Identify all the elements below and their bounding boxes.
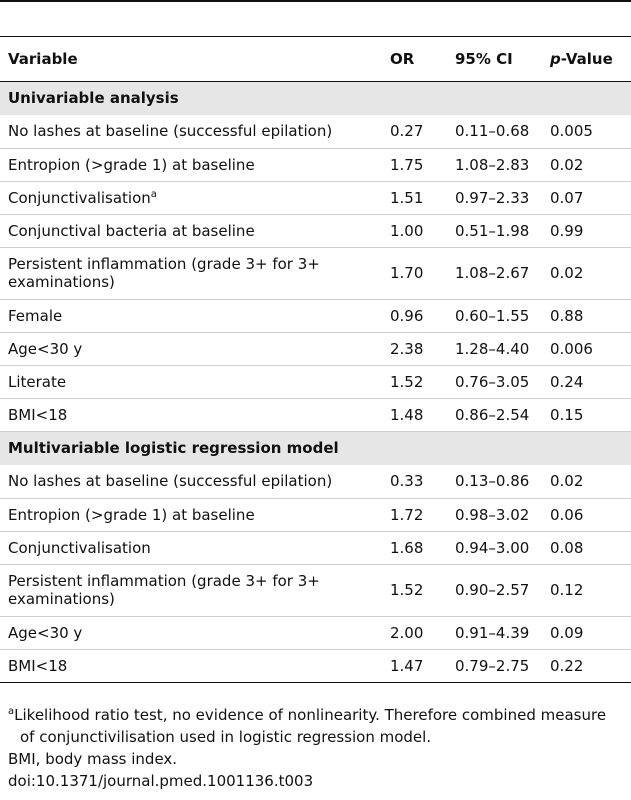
section-title: Multivariable logistic regression model <box>0 431 631 465</box>
ci-cell: 1.08–2.83 <box>447 148 542 181</box>
variable-cell <box>0 214 382 247</box>
p-value-cell: 0.24 <box>542 365 631 398</box>
table-row <box>0 616 631 649</box>
section-title: Univariable analysis <box>0 81 631 115</box>
table-footer <box>0 704 631 792</box>
variable-label: No lashes at baseline (successful epilation) <box>8 122 333 141</box>
section-header-row <box>0 431 631 465</box>
variable-cell <box>0 181 382 214</box>
or-cell: 0.96 <box>382 299 447 332</box>
p-value-cell: 0.99 <box>542 214 631 247</box>
or-cell: 1.68 <box>382 531 447 564</box>
variable-label: Literate <box>8 372 67 391</box>
p-value-cell: 0.02 <box>542 148 631 181</box>
p-value-cell: 0.08 <box>542 531 631 564</box>
table-row <box>0 148 631 181</box>
header-ci: 95% CI <box>447 37 542 81</box>
footnote-a <box>8 704 631 726</box>
header-p-italic: p <box>550 49 561 68</box>
header-row <box>0 37 631 81</box>
table-row <box>0 531 631 564</box>
table-row <box>0 299 631 332</box>
table-row <box>0 332 631 365</box>
table-row <box>0 365 631 398</box>
ci-cell: 0.60–1.55 <box>447 299 542 332</box>
ci-cell: 0.13–0.86 <box>447 465 542 498</box>
footnote-abbreviations: BMI, body mass index. <box>8 750 178 768</box>
or-cell: 1.00 <box>382 214 447 247</box>
variable-cell <box>0 616 382 649</box>
p-value-cell: 0.02 <box>542 247 631 299</box>
variable-label: Entropion (>grade 1) at baseline <box>8 155 255 174</box>
table-row <box>0 649 631 682</box>
table-row <box>0 465 631 498</box>
ci-cell: 0.91–4.39 <box>447 616 542 649</box>
p-value-cell: 0.07 <box>542 181 631 214</box>
variable-cell <box>0 649 382 682</box>
ci-cell: 1.08–2.67 <box>447 247 542 299</box>
variable-cell <box>0 531 382 564</box>
ci-cell: 0.79–2.75 <box>447 649 542 682</box>
p-value-cell: 0.02 <box>542 465 631 498</box>
or-cell: 1.70 <box>382 247 447 299</box>
table-row <box>0 247 631 299</box>
variable-label: Conjunctival bacteria at baseline <box>8 221 255 240</box>
ci-cell: 1.28–4.40 <box>447 332 542 365</box>
header-p-value <box>542 37 631 81</box>
title-band <box>0 2 631 36</box>
p-value-cell: 0.88 <box>542 299 631 332</box>
footnote-a-line1: Likelihood ratio test, no evidence of nonlinearity. Therefore combined measure <box>14 706 607 724</box>
table-row <box>0 181 631 214</box>
table-body <box>0 81 631 682</box>
or-cell: 1.51 <box>382 181 447 214</box>
doi-text: doi:10.1371/journal.pmed.1001136.t003 <box>8 772 314 790</box>
or-cell: 1.47 <box>382 649 447 682</box>
variable-cell <box>0 465 382 498</box>
table-row <box>0 398 631 431</box>
variable-label: BMI<18 <box>8 405 68 424</box>
table-row <box>0 214 631 247</box>
or-cell: 0.27 <box>382 115 447 148</box>
variable-cell <box>0 564 382 616</box>
table-row <box>0 498 631 531</box>
footnote-a-continued: of conjunctivilisation used in logistic regression model. <box>20 728 432 746</box>
or-cell: 2.38 <box>382 332 447 365</box>
p-value-cell: 0.15 <box>542 398 631 431</box>
variable-cell <box>0 332 382 365</box>
p-value-cell: 0.005 <box>542 115 631 148</box>
variable-cell <box>0 498 382 531</box>
ci-cell: 0.97–2.33 <box>447 181 542 214</box>
variable-cell <box>0 365 382 398</box>
table-row <box>0 115 631 148</box>
p-value-cell: 0.006 <box>542 332 631 365</box>
variable-label: Female <box>8 306 63 325</box>
variable-cell <box>0 148 382 181</box>
footnote-marker: a <box>150 188 157 200</box>
ci-cell: 0.51–1.98 <box>447 214 542 247</box>
or-cell: 1.52 <box>382 365 447 398</box>
header-p-rest: -Value <box>560 49 613 68</box>
variable-label: Age<30 y <box>8 623 83 642</box>
table-row <box>0 564 631 616</box>
variable-label: Persistent inflammation (grade 3+ for 3+ examinations) <box>8 255 320 291</box>
variable-label: Entropion (>grade 1) at baseline <box>8 505 255 524</box>
ci-cell: 0.98–3.02 <box>447 498 542 531</box>
p-value-cell: 0.22 <box>542 649 631 682</box>
ci-cell: 0.94–3.00 <box>447 531 542 564</box>
variable-cell <box>0 247 382 299</box>
or-cell: 2.00 <box>382 616 447 649</box>
variable-cell <box>0 398 382 431</box>
or-cell: 1.72 <box>382 498 447 531</box>
variable-label: Age<30 y <box>8 339 83 358</box>
or-cell: 0.33 <box>382 465 447 498</box>
section-header-row <box>0 81 631 115</box>
variable-label: Persistent inflammation (grade 3+ for 3+ examinations) <box>8 572 320 608</box>
ci-cell: 0.90–2.57 <box>447 564 542 616</box>
variable-cell <box>0 299 382 332</box>
header-variable: Variable <box>0 37 382 81</box>
or-cell: 1.52 <box>382 564 447 616</box>
variable-cell <box>0 115 382 148</box>
variable-label: BMI<18 <box>8 656 68 675</box>
results-table <box>0 37 631 683</box>
variable-label: No lashes at baseline (successful epilation) <box>8 472 333 491</box>
p-value-cell: 0.12 <box>542 564 631 616</box>
footnote-a-mark: a <box>8 706 15 717</box>
ci-cell: 0.76–3.05 <box>447 365 542 398</box>
or-cell: 1.48 <box>382 398 447 431</box>
p-value-cell: 0.09 <box>542 616 631 649</box>
p-value-cell: 0.06 <box>542 498 631 531</box>
variable-label: Conjunctivalisation <box>8 188 151 207</box>
ci-cell: 0.86–2.54 <box>447 398 542 431</box>
header-or: OR <box>382 37 447 81</box>
or-cell: 1.75 <box>382 148 447 181</box>
ci-cell: 0.11–0.68 <box>447 115 542 148</box>
variable-label: Conjunctivalisation <box>8 538 151 557</box>
